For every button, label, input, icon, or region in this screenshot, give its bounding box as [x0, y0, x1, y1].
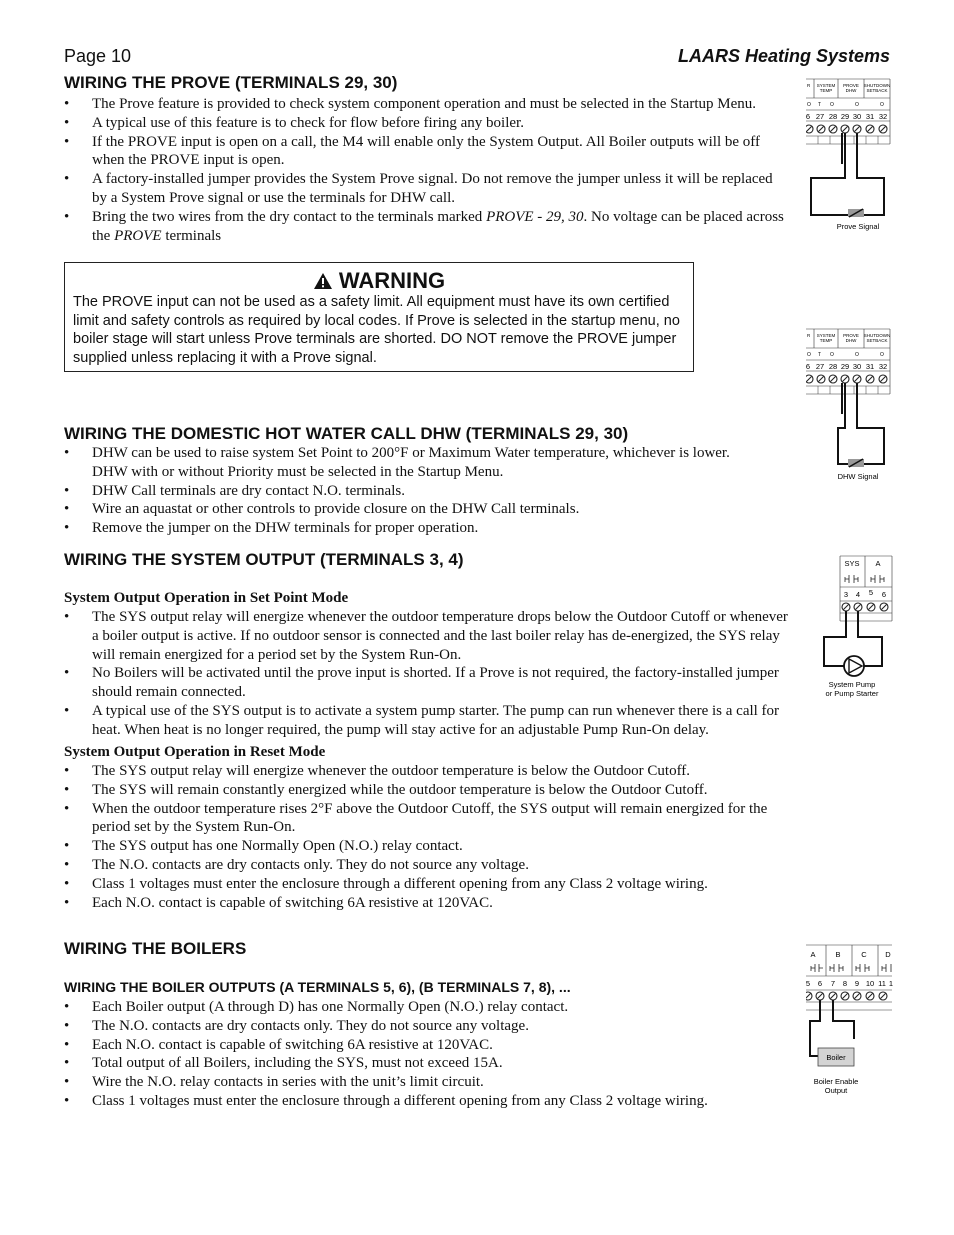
terminal-number: 1 [888, 979, 894, 988]
terminal-number: 29 [840, 362, 850, 371]
list-item: • A typical use of this feature is to check for flow before firing any boiler. [64, 114, 524, 131]
col-label: SETBACK [866, 338, 888, 343]
boiler-a-label: A [875, 559, 881, 568]
prove-heading: WIRING THE PROVE (TERMINALS 29, 30) [64, 73, 398, 92]
list-item: • The Prove feature is provided to check system component operation and must be selected in the Startup Menu. [64, 96, 756, 112]
terminal-number: 7 [830, 979, 836, 988]
list-item: • The SYS output relay will energize whenever the outdoor temperature is below the Outdoor Cutoff. [64, 763, 691, 779]
terminal-number: 8 [842, 979, 848, 988]
list-item: • No Boilers will be activated until the prove input is shorted. If a Prove is not required, the factory-installed jumper should remain connected. [64, 665, 779, 701]
dhw-wiring-diagram [806, 328, 894, 483]
list-item: • Class 1 voltages must enter the enclosure through a different opening from any Class 2 voltage wiring. [64, 875, 708, 892]
terminal-number: 27 [815, 112, 825, 121]
warning-title: WARNING [65, 268, 693, 294]
io-label: O [855, 102, 859, 108]
boiler-box-label: Boiler [826, 1053, 846, 1062]
io-label: O [807, 102, 811, 108]
reset-mode-subheading: System Output Operation in Reset Mode [64, 744, 326, 760]
prove-signal-caption: Prove Signal [836, 222, 880, 231]
col-label: SHUTDOWN [863, 333, 891, 338]
io-label: T [818, 352, 822, 358]
terminal-number: 28 [828, 362, 838, 371]
sys-label: SYS [844, 559, 860, 568]
col-label: SHUTDOWN [863, 83, 891, 88]
boiler-b-label: B [835, 950, 841, 959]
list-item: • Wire the N.O. relay contacts in series with the unit’s limit circuit. [64, 1074, 484, 1091]
terminal-number: 5 [868, 588, 874, 597]
list-item: • The SYS output has one Normally Open (N.O.) relay contact. [64, 838, 463, 855]
list-item: • Each N.O. contact is capable of switching 6A resistive at 120VAC. [64, 1036, 493, 1053]
list-item: • Each Boiler output (A through D) has one Normally Open (N.O.) relay contact. [64, 999, 569, 1015]
terminal-number: 31 [865, 362, 875, 371]
system-output-heading: WIRING THE SYSTEM OUTPUT (TERMINALS 3, 4) [64, 550, 464, 569]
boilers-heading: WIRING THE BOILERS [64, 939, 247, 958]
list-item: • Each N.O. contact is capable of switching 6A resistive at 120VAC. [64, 894, 493, 911]
system-output-wiring-diagram [816, 555, 896, 700]
terminal-number: 6 [817, 979, 823, 988]
col-label: DHW [845, 88, 857, 93]
list-item: • Wire an aquastat or other controls to provide closure on the DHW Call terminals. [64, 501, 580, 518]
terminal-number: 6 [881, 590, 887, 599]
set-point-mode-subheading: System Output Operation in Set Point Mode [64, 590, 349, 606]
terminal-number: 6 [806, 362, 811, 371]
io-label: O [807, 352, 811, 358]
boiler-wiring-diagram [806, 944, 894, 1096]
terminal-number: 30 [852, 362, 862, 371]
terminal-number: 30 [852, 112, 862, 121]
terminal-number: 11 [878, 979, 886, 988]
terminal-number: 31 [865, 112, 875, 121]
io-label: O [880, 352, 884, 358]
warning-body: The PROVE input can not be used as a safety limit. All equipment must have its own certified limit and safety controls as required by local codes. If Prove is selected in the startup menu, no boiler stage will start unless Prove terminals are shorted. DO NOT remove the PROVE jumper supplied unless replacing it with a Prove signal. [73, 294, 680, 367]
col-label: PROVE [843, 83, 859, 88]
list-item: • Class 1 voltages must enter the enclosure through a different opening from any Class 2 voltage wiring. [64, 1092, 708, 1109]
boiler-enable-caption-line2: Output [824, 1086, 848, 1095]
prove-wiring-diagram [806, 78, 894, 233]
io-label: O [830, 102, 834, 108]
col-label: DHW [845, 338, 857, 343]
terminal-number: 3 [843, 590, 849, 599]
list-item: • The SYS output relay will energize whenever the outdoor temperature drops below the Outdoor Cutoff or whenever a boiler output is active. If no outdoor sensor is connected and the last boiler relay has de-energized, the SYS relay will remain energized for a period set by the System Run-On. [64, 609, 788, 663]
list-item: • The SYS will remain constantly energized while the outdoor temperature is below the Outdoor Cutoff. [64, 781, 708, 798]
reset-bullet-list [64, 762, 789, 912]
terminal-number: 32 [878, 362, 888, 371]
dhw-heading: WIRING THE DOMESTIC HOT WATER CALL DHW (TERMINALS 29, 30) [64, 424, 629, 443]
col-label: SETBACK [866, 88, 888, 93]
list-item: • DHW Call terminals are dry contact N.O. terminals. [64, 482, 405, 499]
terminal-number: 10 [865, 979, 875, 988]
list-item: • The N.O. contacts are dry contacts only. They do not source any voltage. [64, 1017, 529, 1034]
list-item: • A factory-installed jumper provides the System Prove signal. Do not remove the jumper unless it will be replaced by a System Prove signal or use the terminals for DHW call. [64, 171, 773, 206]
dhw-signal-caption: DHW Signal [837, 472, 879, 481]
col-label: PROVE [843, 333, 859, 338]
col-label: TEMP [819, 88, 833, 93]
io-label: O [880, 102, 884, 108]
boiler-c-label: C [861, 950, 867, 959]
terminal-number: 29 [840, 112, 850, 121]
list-item: • When the outdoor temperature rises 2°F above the Outdoor Cutoff, the SYS output will remain energized for the period set by the System Run-On. [64, 800, 768, 836]
list-item: • Remove the jumper on the DHW terminals for proper operation. [64, 520, 479, 537]
brand-title: LAARS Heating Systems [678, 46, 891, 66]
col-label: R [807, 83, 811, 88]
list-item: • If the PROVE input is open on a call, the M4 will enable only the System Output. All Boiler outputs will be off when the PROVE input is open. [64, 133, 760, 169]
pump-caption-line1: System Pump [828, 680, 876, 689]
pump-caption-line2: or Pump Starter [825, 689, 879, 698]
col-label: SYSTEM [816, 83, 836, 88]
list-item: • The N.O. contacts are dry contacts only. They do not source any voltage. [64, 856, 529, 873]
warning-triangle-icon [313, 272, 333, 290]
dhw-bullet-list [64, 444, 764, 538]
io-label: O [855, 352, 859, 358]
boiler-a-label: A [810, 950, 816, 959]
io-label: O [830, 352, 834, 358]
set-point-bullet-list [64, 608, 794, 740]
col-label: TEMP [819, 338, 833, 343]
terminal-number: 32 [878, 112, 888, 121]
terminal-number: 4 [855, 590, 861, 599]
io-label: T [818, 102, 822, 108]
list-item: • Total output of all Boilers, including the SYS, must not exceed 15A. [64, 1055, 503, 1072]
page-number: Page 10 [64, 46, 132, 66]
list-item: • Bring the two wires from the dry contact to the terminals marked PROVE - 29, 30. No voltage can be placed across the PROVE terminals [64, 208, 784, 244]
boilers-bullet-list [64, 998, 789, 1111]
terminal-number: 27 [815, 362, 825, 371]
terminal-number: 9 [854, 979, 860, 988]
prove-bullet-list [64, 95, 789, 245]
col-label: R [807, 333, 811, 338]
col-label: SYSTEM [816, 333, 836, 338]
list-item: • A typical use of the SYS output is to activate a system pump starter. The pump can run whenever there is a call for heat. When heat is no longer required, the pump will stay active for an adjustable Pump Run-On delay. [64, 702, 780, 738]
terminal-number: 6 [806, 112, 811, 121]
terminal-number: 28 [828, 112, 838, 121]
list-item: • DHW can be used to raise system Set Point to 200°F or Maximum Water temperature, whichever is lower. DHW with or without Priority must be selected in the Startup Menu. [64, 445, 730, 480]
warning-box [64, 262, 694, 372]
boiler-enable-caption-line1: Boiler Enable [813, 1077, 859, 1086]
boiler-outputs-subheading: WIRING THE BOILER OUTPUTS (A TERMINALS 5, 6), (B TERMINALS 7, 8), ... [64, 979, 571, 995]
boiler-d-label: D [885, 950, 891, 959]
terminal-number: 5 [806, 979, 811, 988]
